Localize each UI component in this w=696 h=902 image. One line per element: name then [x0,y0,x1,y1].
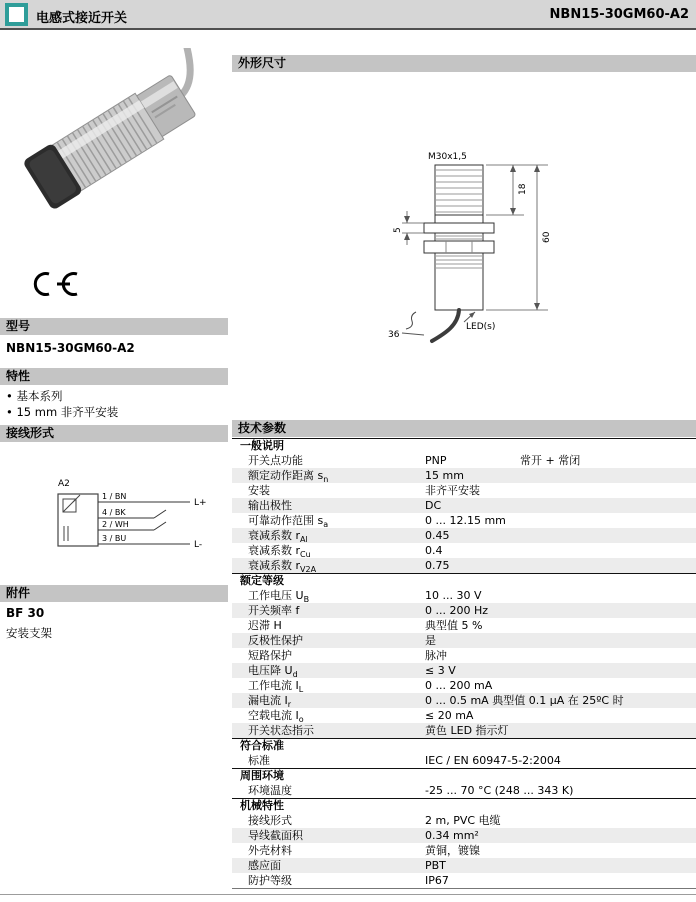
spec-label: 迟滞 H [248,619,282,632]
spec-value: IEC / EN 60947-5-2:2004 [425,754,561,767]
spec-value: 非齐平安装 [425,484,480,497]
spec-label: 可靠动作范围 $s_a$ [248,514,329,528]
spec-label: 感应面 [248,859,281,872]
accessory-model: BF 30 [6,606,45,620]
spec-row [232,843,696,858]
spec-value: 2 m, PVC 电缆 [425,814,501,827]
ce-mark-icon [28,270,82,302]
spec-row [232,783,696,798]
spec-row [232,513,696,528]
spec-label: 环境温度 [248,784,292,797]
spec-label: 安装 [248,484,270,497]
header-bar [0,0,696,30]
spec-row [232,543,696,558]
spec-value: ≤ 20 mA [425,709,474,722]
bend-radius-label: 36 [388,330,400,340]
spec-value: 黄色 LED 指示灯 [425,724,509,737]
spec-value: 是 [425,634,436,647]
thread-label: M30x1,5 [428,152,467,162]
footer-divider [0,894,696,895]
spec-row [232,648,696,663]
spec-label: 接线形式 [248,814,292,827]
spec-row [232,468,696,483]
spec-label: 短路保护 [248,649,292,662]
spec-value: 0.45 [425,529,450,542]
spec-label: 开关频率 f [248,604,300,617]
spec-label: 标准 [248,754,270,767]
spec-label: 额定动作距离 $s_n$ [248,469,329,483]
terminal-plus-label: L+ [194,498,207,508]
spec-value: 0.34 mm² [425,829,479,842]
spec-row [232,633,696,648]
spec-label: 外壳材料 [248,844,292,857]
spec-label: 开关点功能 [248,454,303,467]
feature-item: • 15 mm 非齐平安装 [6,404,118,420]
spec-table [232,438,696,889]
spec-value: 15 mm [425,469,464,482]
spec-label: 漏电流 $I_r$ [248,694,292,708]
spec-label: 导线截面积 [248,829,303,842]
dim-nut-thickness: 5 [393,227,403,233]
features-list [6,388,118,420]
section-heading-accessories: 附件 [0,585,228,602]
spec-value: PBT [425,859,446,872]
spec-value-secondary: 常开 + 常闭 [520,454,581,467]
section-heading-dimensions: 外形尺寸 [232,55,696,72]
spec-row [232,603,696,618]
spec-section-title: 额定等级 [232,573,696,588]
spec-row [232,753,696,768]
model-value: NBN15-30GM60-A2 [6,341,135,355]
spec-row [232,828,696,843]
spec-value: 黄铜，镀镍 [425,844,480,857]
spec-value: 0 ... 12.15 mm [425,514,506,527]
spec-section-title: 周围环境 [232,768,696,783]
spec-value: ≤ 3 V [425,664,456,677]
spec-section-title: 符合标准 [232,738,696,753]
spec-value: -25 ... 70 °C (248 ... 343 K) [425,784,574,797]
wire-label-2: 4 / BK [102,508,126,517]
led-label: LED(s) [466,322,496,332]
spec-row [232,723,696,738]
wiring-diagram [42,468,222,580]
spec-label: 空载电流 $I_o$ [248,709,304,723]
spec-row [232,528,696,543]
spec-row [232,498,696,513]
spec-row [232,708,696,723]
spec-row [232,693,696,708]
spec-row [232,858,696,873]
spec-label: 工作电流 $I_L$ [248,679,304,693]
spec-row [232,618,696,633]
accessory-description: 安装支架 [6,626,52,640]
spec-row [232,588,696,603]
spec-row [232,483,696,498]
dim-head-length: 18 [518,183,528,195]
spec-row [232,873,696,888]
spec-value: 脉冲 [425,649,447,662]
spec-row [232,813,696,828]
section-heading-connection: 接线形式 [0,425,228,442]
spec-value: 0.75 [425,559,450,572]
brand-logo-icon [5,3,28,26]
spec-label: 工作电压 $U_B$ [248,589,310,603]
section-heading-features: 特性 [0,368,228,385]
spec-value: 0 ... 200 Hz [425,604,489,617]
spec-value: 0 ... 0.5 mA 典型值 0.1 µA 在 25ºC 时 [425,694,624,707]
spec-label: 反极性保护 [248,634,303,647]
feature-item: • 基本系列 [6,388,118,404]
spec-value: IP67 [425,874,449,887]
spec-value: PNP [425,454,447,467]
spec-value: 10 ... 30 V [425,589,482,602]
spec-section-title: 机械特性 [232,798,696,813]
wiring-variant-label: A2 [58,479,70,489]
part-number: NBN15-30GM60-A2 [549,7,689,22]
spec-label: 输出极性 [248,499,292,512]
section-heading-model: 型号 [0,318,228,335]
spec-label: 衰减系数 $r_{Al}$ [248,529,308,543]
product-photo-image [8,48,213,248]
spec-row [232,453,696,468]
spec-label: 衰减系数 $r_{V2A}$ [248,559,317,573]
spec-row [232,558,696,573]
product-photo [8,48,213,248]
wire-label-3: 2 / WH [102,520,129,529]
spec-value: DC [425,499,442,512]
spec-value: 典型值 5 % [425,619,483,632]
terminal-minus-label: L- [194,540,203,550]
dimension-drawing [232,75,696,415]
wire-label-4: 3 / BU [102,534,127,543]
spec-row [232,678,696,693]
dim-total-length: 60 [542,231,552,243]
wire-label-1: 1 / BN [102,492,127,501]
spec-value: 0 ... 200 mA [425,679,493,692]
spec-section-title: 一般说明 [232,438,696,453]
section-heading-specs: 技术参数 [232,420,696,437]
spec-label: 防护等级 [248,874,292,887]
page-title: 电感式接近开关 [36,11,128,26]
spec-label: 电压降 $U_d$ [248,664,298,678]
spec-label: 衰减系数 $r_{Cu}$ [248,544,311,558]
spec-value: 0.4 [425,544,443,557]
spec-label: 开关状态指示 [248,724,314,737]
spec-row [232,663,696,678]
